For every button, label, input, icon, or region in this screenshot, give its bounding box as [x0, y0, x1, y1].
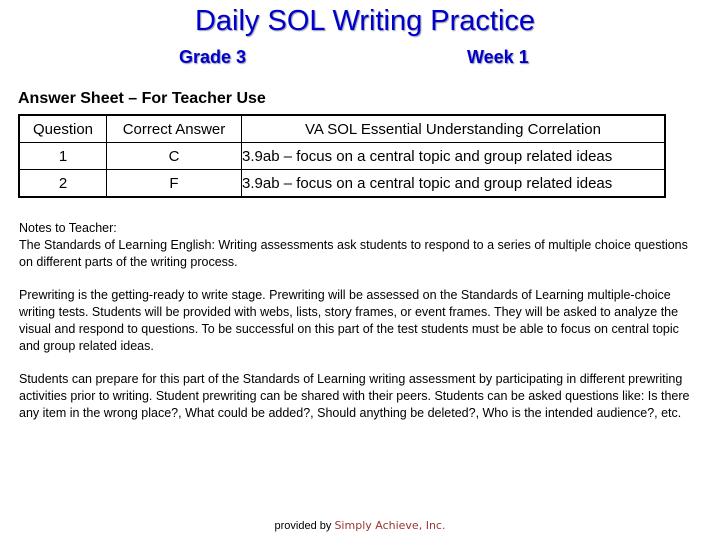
table-header-row [19, 115, 665, 143]
notes-label: Notes to Teacher: [19, 221, 117, 235]
sol-correlation: 3.9ab – focus on a central topic and group related ideas [242, 170, 666, 198]
answer-sheet-heading: Answer Sheet – For Teacher Use [18, 90, 266, 107]
question-number: 2 [19, 170, 107, 198]
notes-paragraph: The Standards of Learning English: Writing assessments ask students to respond to a series of multiple choice questions on different parts of the writing process. [19, 238, 688, 269]
notes-paragraph: Prewriting is the getting-ready to write stage. Prewriting will be assessed on the Standards of Learning multiple-choice writing tests. Students will be provided with webs, lists, story frames, or event frames. They will be asked to analyze the visual and respond to questions. To be successful on this part of the test students must be able to focus on central topic and group related ideas. [19, 288, 679, 353]
column-header-correlation: VA SOL Essential Understanding Correlation [242, 115, 666, 143]
footer-credit [0, 519, 720, 532]
correct-answer: F [107, 170, 242, 198]
brand-name: Simply Achieve, Inc. [334, 519, 446, 532]
column-header-question: Question [19, 115, 107, 143]
footer-prefix: provided by [274, 520, 332, 532]
question-number: 1 [19, 143, 107, 170]
notes-paragraph: Students can prepare for this part of the Standards of Learning writing assessment by participating in different prewriting activities prior to writing. Student prewriting can be shared with their peers. Students can be asked questions like: Is there any item in the wrong place?, What could be added?, Should anything be deleted?, Who is the intended audience?, etc. [19, 372, 690, 420]
page-title: Daily SOL Writing Practice [194, 5, 536, 37]
table-row [19, 170, 665, 198]
grade-label: Grade 3 [179, 47, 247, 67]
table-row [19, 143, 665, 170]
column-header-answer: Correct Answer [107, 115, 242, 143]
sol-correlation: 3.9ab – focus on a central topic and group related ideas [242, 143, 666, 170]
notes-intro [19, 220, 695, 271]
answer-table [18, 114, 666, 198]
correct-answer: C [107, 143, 242, 170]
week-label: Week 1 [467, 47, 529, 67]
